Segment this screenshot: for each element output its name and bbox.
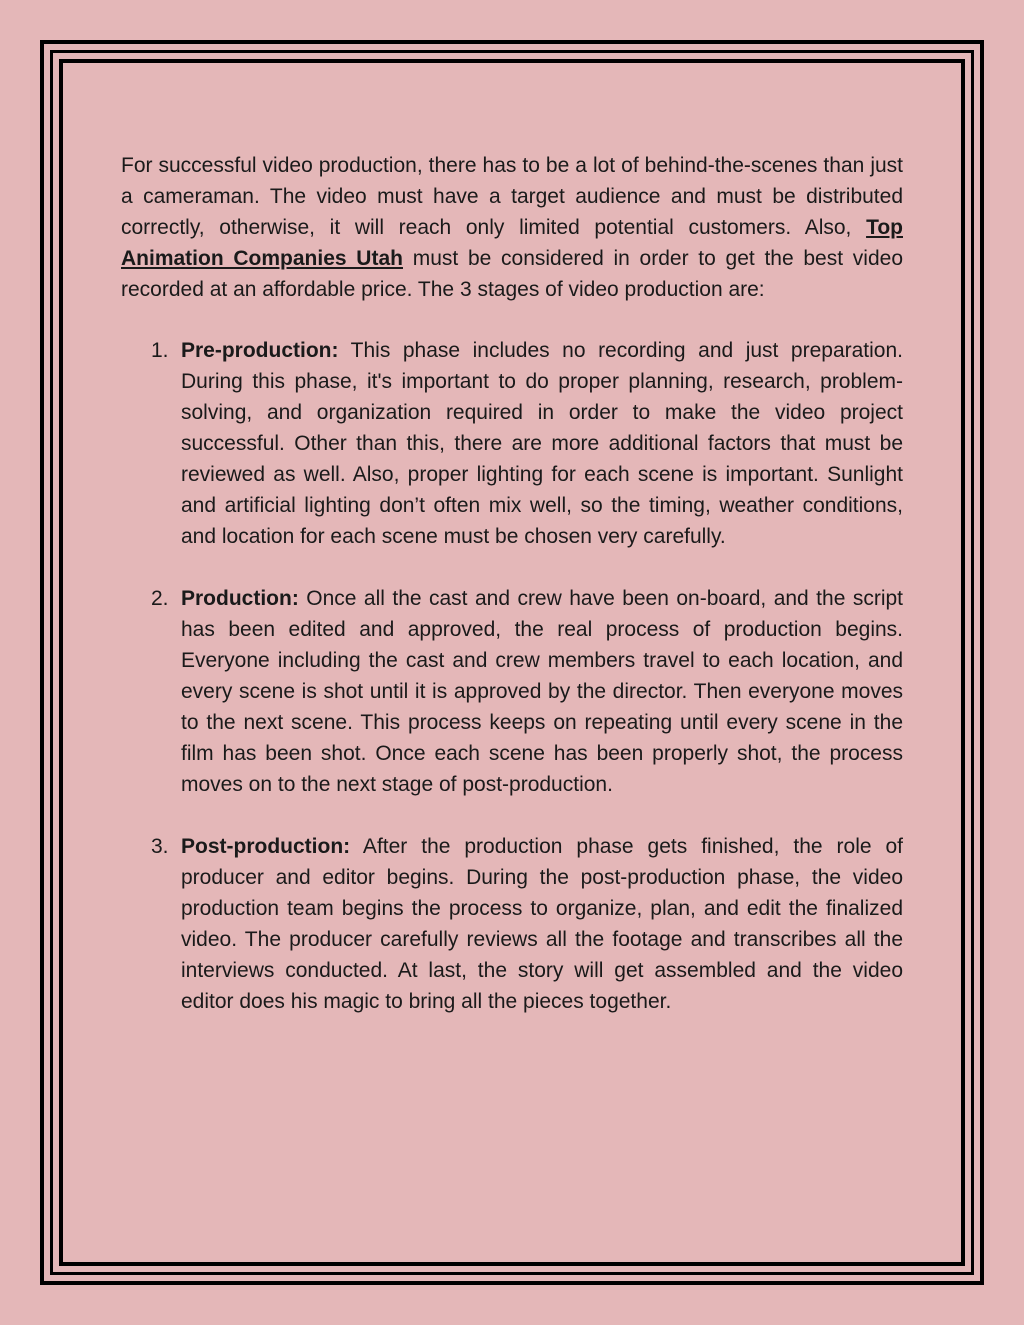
intro-text-end: must be considered in order to get the best video recorded at an affordable price. The 3 stages of video production are:	[121, 247, 903, 301]
stage-description: This phase includes no recording and just preparation. During this phase, it's important to do proper planning, research, problem-solving, and organization required in order to make the video project successful. Other than this, there are more additional factors that must be reviewed as well. Also, proper lighting for each scene is important. Sunlight and artificial lighting don’t often mix well, so the timing, weather conditions, and location for each scene must be chosen very carefully.	[181, 339, 903, 548]
list-number: 1.	[151, 339, 169, 362]
stage-term: Pre-production:	[181, 339, 339, 362]
stage-term: Post-production:	[181, 835, 351, 858]
intro-paragraph	[121, 150, 903, 305]
list-number: 2.	[151, 587, 169, 610]
stage-description: Once all the cast and crew have been on-board, and the script has been edited and approved, the real process of production begins. Everyone including the cast and crew members travel to each location, and every scene is shot until it is approved by the director. Then everyone moves to the next scene. This process keeps on repeating until every scene in the film has been shot. Once each scene has been properly shot, the process moves on to the next stage of post-production.	[181, 587, 903, 796]
list-item-post-production	[121, 831, 903, 1017]
top-animation-companies-link[interactable]: Top Animation Companies Utah	[121, 216, 903, 270]
stage-description: After the production phase gets finished, the role of producer and editor begins. During the post-production phase, the video production team begins the process to organize, plan, and edit the finalized video. The producer carefully reviews all the footage and transcribes all the interviews conducted. At last, the story will get assembled and the video editor does his magic to bring all the pieces together.	[181, 835, 903, 1013]
stage-term: Production:	[181, 587, 299, 610]
intro-text-start: For successful video production, there has to be a lot of behind-the-scenes than just a cameraman. The video must have a target audience and must be distributed correctly, otherwise, it will reach only limited potential customers. Also,	[121, 154, 903, 239]
list-number: 3.	[151, 835, 169, 858]
document-body	[121, 150, 903, 1048]
list-item-production	[121, 583, 903, 800]
list-item-pre-production	[121, 335, 903, 552]
production-stages-list	[121, 335, 903, 1017]
